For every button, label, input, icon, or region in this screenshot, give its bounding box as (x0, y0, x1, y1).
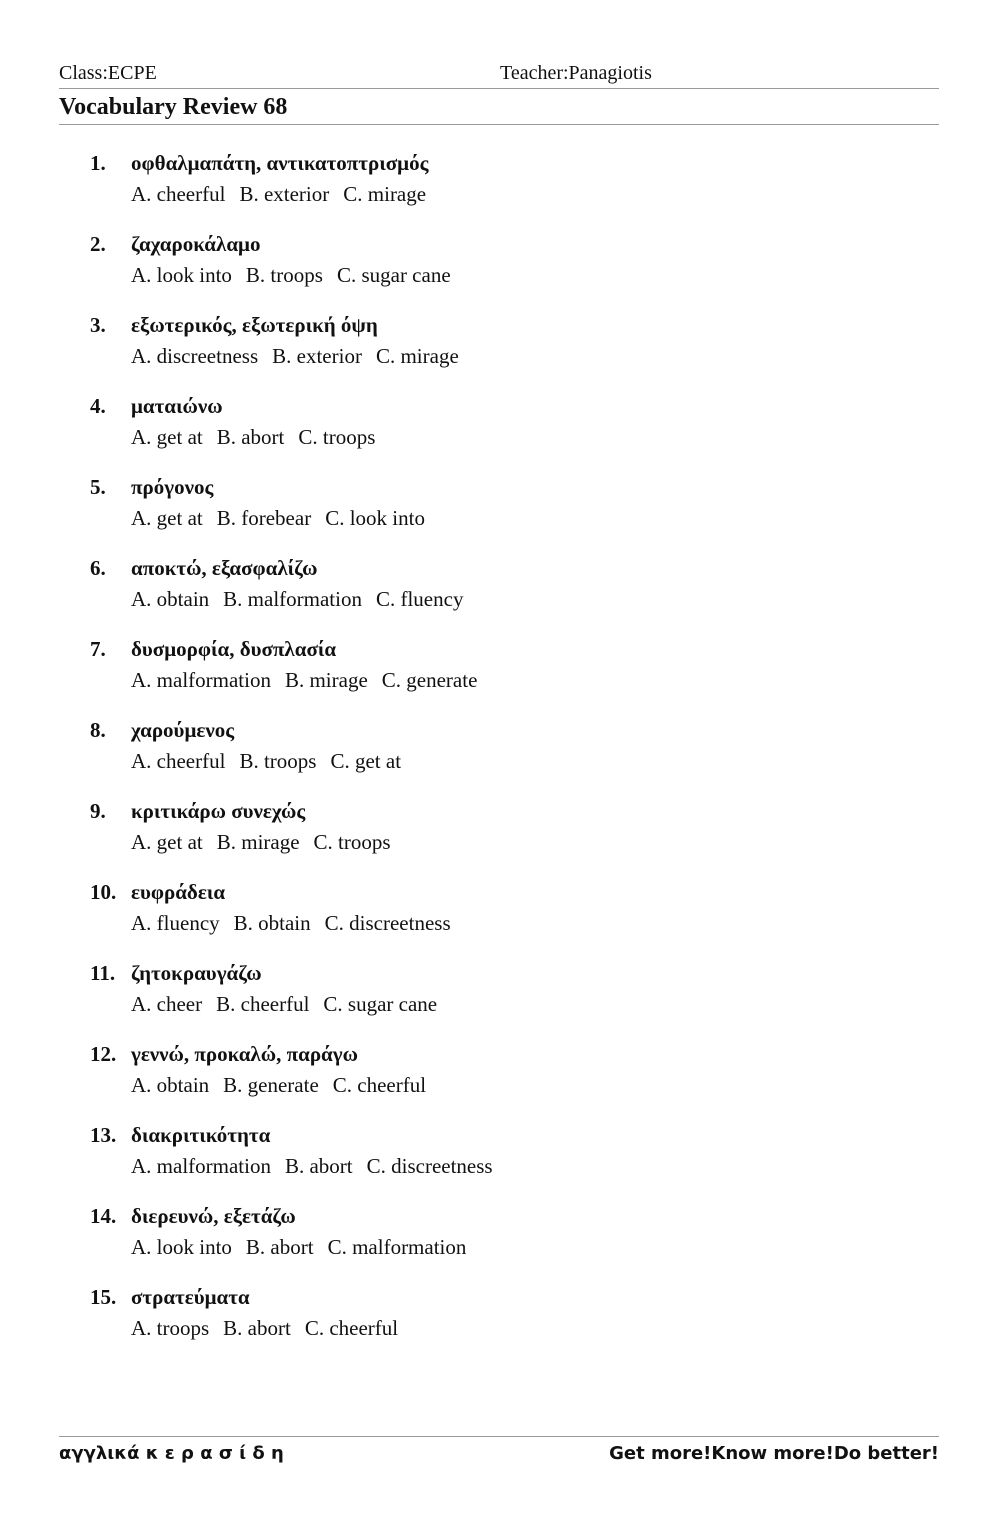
question-number: 14. (90, 1204, 117, 1228)
question-term: διακριτικότητα (131, 1123, 271, 1147)
answer-option[interactable]: C. malformation (327, 1235, 467, 1259)
answer-option[interactable]: B. troops (245, 263, 323, 287)
question-item (90, 232, 790, 313)
class-label: Class:ECPE (59, 62, 157, 84)
answer-options (131, 1154, 507, 1179)
question-number: 2. (90, 232, 106, 256)
answer-option[interactable]: B. cheerful (216, 992, 310, 1016)
question-number: 11. (90, 961, 116, 985)
answer-option[interactable]: A. troops (131, 1316, 210, 1340)
question-item (90, 637, 790, 718)
question-term: αποκτώ, εξασφαλίζω (131, 556, 318, 580)
question-number: 10. (90, 880, 117, 904)
question-term: ματαιώνω (131, 394, 223, 418)
page-title: Vocabulary Review 68 (59, 94, 288, 120)
footer-slogan: Get more!Know more!Do better! (609, 1443, 939, 1464)
question-number: 9. (90, 799, 106, 823)
footer (59, 1436, 939, 1467)
answer-option[interactable]: A. cheerful (131, 749, 226, 773)
question-term: γεννώ, προκαλώ, παράγω (131, 1042, 358, 1066)
answer-option[interactable]: C. mirage (375, 344, 459, 368)
answer-option[interactable]: A. cheer (131, 992, 203, 1016)
question-term: ζαχαροκάλαμο (131, 232, 261, 256)
question-item (90, 1285, 790, 1366)
question-term: ζητοκραυγάζω (131, 961, 262, 985)
question-item (90, 880, 790, 961)
answer-option[interactable]: C. generate (381, 668, 478, 692)
answer-option[interactable]: C. troops (298, 425, 376, 449)
answer-option[interactable]: B. obtain (233, 911, 311, 935)
footer-brand: αγγλικά κ ε ρ α σ ί δ η (59, 1443, 284, 1464)
answer-option[interactable]: C. get at (330, 749, 402, 773)
answer-options (131, 587, 477, 612)
question-item (90, 799, 790, 880)
question-number: 12. (90, 1042, 117, 1066)
question-term: χαρούμενος (131, 718, 235, 742)
answer-option[interactable]: A. malformation (131, 668, 271, 692)
answer-option[interactable]: C. mirage (343, 182, 427, 206)
question-item (90, 151, 790, 232)
question-number: 13. (90, 1123, 117, 1147)
question-number: 3. (90, 313, 106, 337)
question-number: 5. (90, 475, 106, 499)
question-item (90, 961, 790, 1042)
question-term: οφθαλμαπάτη, αντικατοπτρισμός (131, 151, 429, 175)
answer-option[interactable]: C. cheerful (304, 1316, 399, 1340)
answer-options (131, 1316, 412, 1341)
question-number: 8. (90, 718, 106, 742)
answer-options (131, 830, 405, 855)
answer-option[interactable]: A. obtain (131, 587, 210, 611)
question-term: διερευνώ, εξετάζω (131, 1204, 296, 1228)
answer-option[interactable]: A. get at (131, 830, 203, 854)
question-item (90, 313, 790, 394)
question-term: πρόγονος (131, 475, 214, 499)
answer-option[interactable]: C. sugar cane (336, 263, 451, 287)
answer-option[interactable]: C. cheerful (332, 1073, 427, 1097)
question-term: δυσμορφία, δυσπλασία (131, 637, 337, 661)
answer-option[interactable]: B. troops (239, 749, 317, 773)
answer-option[interactable]: B. mirage (216, 830, 300, 854)
teacher-label: Teacher:Panagiotis (500, 62, 652, 84)
question-number: 6. (90, 556, 106, 580)
answer-options (131, 749, 415, 774)
answer-option[interactable]: A. look into (131, 263, 232, 287)
question-term: κριτικάρω συνεχώς (131, 799, 306, 823)
header (59, 62, 939, 89)
question-number: 4. (90, 394, 106, 418)
answer-option[interactable]: C. look into (325, 506, 425, 530)
answer-option[interactable]: A. discreetness (131, 344, 259, 368)
answer-options (131, 1235, 480, 1260)
question-term: στρατεύματα (131, 1285, 250, 1309)
answer-option[interactable]: C. fluency (375, 587, 464, 611)
answer-option[interactable]: B. generate (223, 1073, 319, 1097)
answer-option[interactable]: A. cheerful (131, 182, 226, 206)
answer-option[interactable]: B. abort (284, 1154, 353, 1178)
question-term: ευφράδεια (131, 880, 226, 904)
question-list (90, 151, 790, 1366)
question-item (90, 556, 790, 637)
answer-option[interactable]: B. abort (245, 1235, 314, 1259)
answer-option[interactable]: B. exterior (239, 182, 330, 206)
question-item (90, 394, 790, 475)
question-item (90, 1123, 790, 1204)
question-item (90, 475, 790, 556)
answer-option[interactable]: A. fluency (131, 911, 220, 935)
answer-option[interactable]: A. look into (131, 1235, 232, 1259)
question-number: 15. (90, 1285, 117, 1309)
answer-option[interactable]: C. discreetness (324, 911, 451, 935)
answer-options (131, 344, 473, 369)
answer-options (131, 1073, 440, 1098)
answer-option[interactable]: B. exterior (272, 344, 362, 368)
answer-option[interactable]: B. malformation (223, 587, 362, 611)
question-term: εξωτερικός, εξωτερική όψη (131, 313, 378, 337)
question-number: 7. (90, 637, 106, 661)
answer-option[interactable]: C. discreetness (366, 1154, 493, 1178)
answer-option[interactable]: C. troops (313, 830, 391, 854)
answer-option[interactable]: B. abort (223, 1316, 291, 1340)
question-item (90, 718, 790, 799)
answer-option[interactable]: A. obtain (131, 1073, 210, 1097)
answer-option[interactable]: B. abort (216, 425, 285, 449)
answer-option[interactable]: C. sugar cane (323, 992, 438, 1016)
answer-options (131, 263, 465, 288)
answer-option[interactable]: A. get at (131, 506, 203, 530)
question-item (90, 1204, 790, 1285)
answer-option[interactable]: A. get at (131, 425, 203, 449)
answer-options (131, 506, 439, 531)
question-number: 1. (90, 151, 106, 175)
title-bar (59, 94, 939, 125)
answer-options (131, 992, 451, 1017)
answer-option[interactable]: A. malformation (131, 1154, 271, 1178)
answer-option[interactable]: B. forebear (216, 506, 312, 530)
answer-option[interactable]: B. mirage (284, 668, 368, 692)
answer-options (131, 425, 389, 450)
question-item (90, 1042, 790, 1123)
answer-options (131, 182, 440, 207)
answer-options (131, 911, 465, 936)
answer-options (131, 668, 491, 693)
